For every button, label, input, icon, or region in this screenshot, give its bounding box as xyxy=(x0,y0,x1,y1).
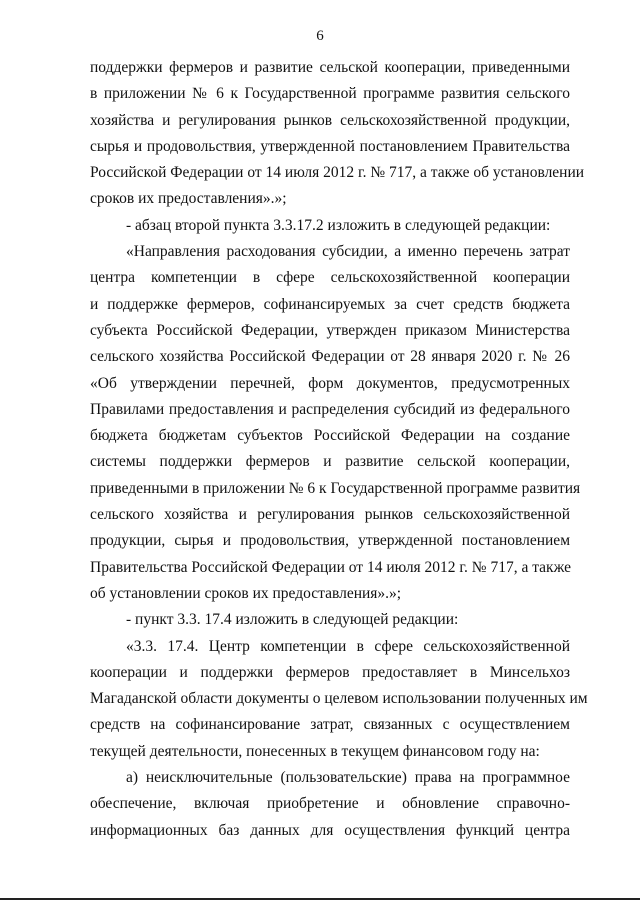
text-line: Правилами предоставления и распределения субсидий из федерального xyxy=(90,400,570,418)
text-line: «Об утверждении перечней, форм документов, предусмотренных xyxy=(90,374,570,392)
paragraph-3 xyxy=(90,239,581,607)
document-body xyxy=(90,55,588,844)
text-line: а) неисключительные (пользовательские) права на программное xyxy=(126,769,570,787)
text-line: приведенными в приложении № 6 к Государственной программе развития xyxy=(90,479,581,497)
text-line: поддержки фермеров и развитие сельской кооперации, приведенными xyxy=(90,59,570,76)
text-line: в приложении № 6 к Государственной программе развития сельского xyxy=(90,85,570,103)
text-line: субъекта Российской Федерации, утвержден приказом Министерства xyxy=(90,321,570,339)
text-line: об установлении сроков их предоставления».»; xyxy=(90,584,402,602)
text-line: бюджета бюджетам субъектов Российской Федерации на создание xyxy=(90,427,570,445)
text-line: средств на софинансирование затрат, связанных с осуществлением xyxy=(90,716,570,734)
text-line: - абзац второй пункта 3.3.17.2 изложить в следующей редакции: xyxy=(126,216,551,234)
paragraph-2 xyxy=(90,213,570,239)
text-line: и поддержке фермеров, софинансируемых за счет средств бюджета xyxy=(90,295,570,313)
text-line: сроков их предоставления».»; xyxy=(90,190,287,208)
text-line: кооперации и поддержки фермеров предоставляет в Минсельхоз xyxy=(90,663,570,681)
text-line: обеспечение, включая приобретение и обновление справочно- xyxy=(90,795,570,813)
text-line: Магаданской области документы о целевом использовании полученных им xyxy=(90,690,588,708)
text-line: «Направления расходования субсидии, а именно перечень затрат xyxy=(126,243,570,261)
text-line: текущей деятельности, понесенных в текущем финансовом году на: xyxy=(90,742,540,760)
text-line: хозяйства и регулирования рынков сельскохозяйственной продукции, xyxy=(90,111,570,129)
paragraph-6 xyxy=(90,765,570,844)
paragraph-4 xyxy=(90,607,570,633)
text-line: информационных баз данных для осуществления функций центра xyxy=(90,821,570,839)
text-line: системы поддержки фермеров и развитие сельской кооперации, xyxy=(90,453,570,471)
text-line: сырья и продовольствия, утвержденной постановлением Правительства xyxy=(90,137,570,155)
text-line: сельского хозяйства Российской Федерации от 28 января 2020 г. № 26 xyxy=(90,348,570,366)
text-line: продукции, сырья и продовольствия, утвержденной постановлением xyxy=(90,532,570,550)
text-line: сельского хозяйства и регулирования рынков сельскохозяйственной xyxy=(90,506,570,524)
paragraph-5 xyxy=(90,634,588,765)
text-line: «3.3. 17.4. Центр компетенции в сфере сельскохозяйственной xyxy=(126,637,570,655)
text-line: центра компетенции в сфере сельскохозяйственной кооперации xyxy=(90,269,570,287)
text-line: Правительства Российской Федерации от 14 июля 2012 г. № 717, а также xyxy=(90,558,571,576)
page-number: 6 xyxy=(316,28,324,44)
text-line: Российской Федерации от 14 июля 2012 г. № 717, а также об установлении xyxy=(90,164,585,182)
page-bottom-rule xyxy=(0,898,640,900)
text-line: - пункт 3.3. 17.4 изложить в следующей редакции: xyxy=(126,611,459,629)
paragraph-1 xyxy=(90,55,585,213)
